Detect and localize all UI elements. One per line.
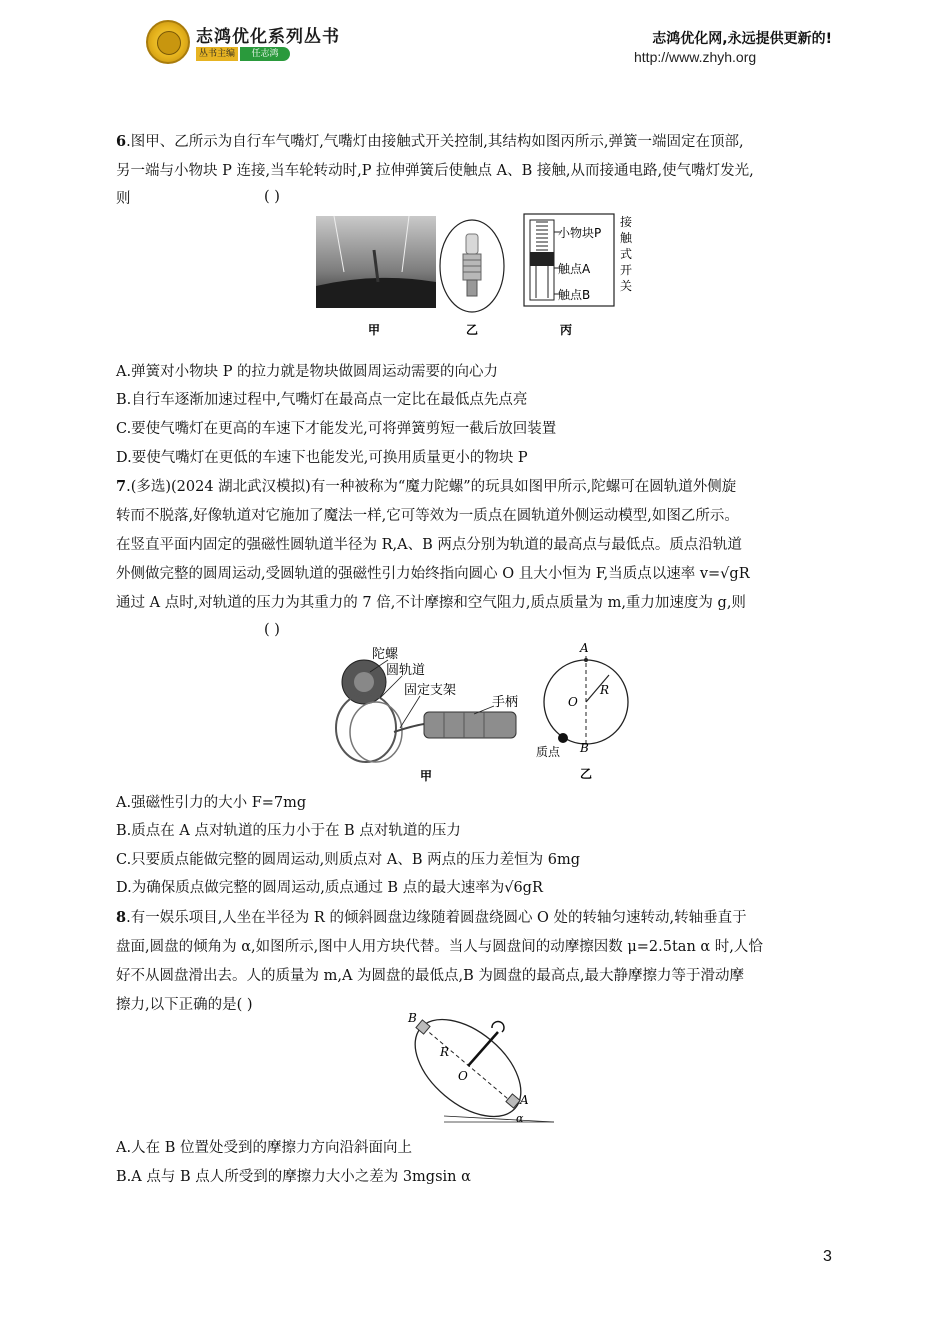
q6-line-3: 则	[116, 191, 131, 207]
svg-text:触: 触	[620, 231, 633, 245]
label-r: R	[440, 1045, 450, 1059]
svg-text:开: 开	[620, 263, 633, 277]
q6-option-a: A.弹簧对小物块 P 的拉力就是物块做圆周运动需要的向心力	[116, 364, 499, 380]
caption-yi: 乙	[466, 323, 479, 337]
label-alpha: α	[516, 1112, 524, 1125]
header-url[interactable]: http://www.zhyh.org	[634, 49, 757, 65]
q7-line-2: 转而不脱落,好像轨道对它施加了魔法一样,它可等效为一质点在圆轨道外侧运动模型,如图乙所示。	[116, 508, 739, 524]
editor-tag	[196, 47, 290, 61]
q7-option-d: D.为确保质点做完整的圆周运动,质点通过 B 点的最大速率为√6gR	[116, 880, 543, 896]
person-block-a	[506, 1094, 520, 1108]
label-gyro: 陀螺	[372, 647, 399, 662]
caption-yi: 乙	[580, 767, 593, 781]
label-r: R	[600, 683, 610, 697]
caption-jia: 甲	[420, 769, 433, 783]
q7-option-c: C.只要质点能做完整的圆周运动,则质点对 A、B 两点的压力差恒为 6mg	[116, 852, 581, 868]
label-bracket: 固定支架	[404, 683, 457, 698]
svg-text:关: 关	[620, 279, 633, 293]
q7-line-5: 通过 A 点时,对轨道的压力为其重力的 7 倍,不计摩擦和空气阻力,质点质量为 m,重力加速度为 g,则	[116, 595, 746, 611]
q6-number: 6	[116, 133, 127, 150]
label-b: B	[408, 1012, 417, 1025]
svg-text:接: 接	[620, 215, 633, 229]
q6-answer-paren: ( )	[264, 189, 280, 205]
label-o: O	[458, 1069, 468, 1083]
q8-option-a: A.人在 B 位置处受到的摩擦力方向沿斜面向上	[116, 1140, 412, 1156]
q7-figure	[324, 640, 634, 790]
q6-option-c: C.要使气嘴灯在更高的车速下才能发光,可将弹簧剪短一截后放回装置	[116, 421, 557, 437]
label-handle: 手柄	[492, 695, 519, 710]
q8-figure	[404, 1012, 554, 1132]
q6-figure	[314, 212, 644, 342]
label-contact-b: 触点B	[558, 288, 591, 302]
caption-jia: 甲	[368, 323, 381, 337]
q7-option-a: A.强磁性引力的大小 F=7mg	[116, 795, 307, 811]
q8-number: 8	[116, 909, 127, 926]
q7-line-4: 外侧做完整的圆周运动,受圆轨道的强磁性引力始终指向圆心 O 且大小恒为 F,当质点以速率 v=√gR	[116, 566, 750, 582]
label-b: B	[580, 741, 589, 755]
label-block-p: 小物块P	[558, 226, 602, 240]
q8-line-3: 好不从圆盘滑出去。人的质量为 m,A 为圆盘的最低点,B 为圆盘的最高点,最大静摩擦力等于滑动摩	[116, 968, 745, 984]
q8-option-b: B.A 点与 B 点人所受到的摩擦力大小之差为 3mgsin α	[116, 1169, 471, 1185]
rotation-axis	[468, 1032, 498, 1066]
q7-line-3: 在竖直平面内固定的强磁性圆轨道半径为 R,A、B 两点分别为轨道的最高点与最低点。质点沿轨道	[116, 537, 742, 553]
mass-point	[558, 733, 568, 743]
caption-bing: 丙	[560, 323, 573, 337]
q6-option-d: D.要使气嘴灯在更低的车速下也能发光,可换用质量更小的物块 P	[116, 450, 528, 466]
label-track: 圆轨道	[386, 663, 426, 678]
q7-line-1: 7.(多选)(2024 湖北武汉模拟)有一种被称为“魔力陀螺”的玩具如图甲所示,陀螺可在圆轨道外侧旋	[116, 478, 737, 495]
label-mass-point: 质点	[536, 745, 561, 759]
series-title: 志鸿优化系列丛书	[196, 27, 340, 47]
q7-option-b: B.质点在 A 点对轨道的压力小于在 B 点对轨道的压力	[116, 823, 461, 839]
q7-number: 7	[116, 478, 127, 495]
svg-text:式: 式	[620, 247, 633, 261]
editor-name: 任志鸿	[240, 47, 290, 61]
handle	[424, 712, 516, 738]
label-contact-a: 触点A	[558, 262, 591, 276]
label-o: O	[568, 695, 578, 709]
editor-label: 丛书主编	[196, 47, 238, 61]
q6-line-1: 6.图甲、乙所示为自行车气嘴灯,气嘴灯由接触式开关控制,其结构如图丙所示,弹簧一端固定在顶部,	[116, 133, 744, 150]
label-a: A	[520, 1093, 529, 1107]
q6-option-b: B.自行车逐渐加速过程中,气嘴灯在最高点一定比在最低点先点亮	[116, 392, 528, 408]
q6-line-2: 另一端与小物块 P 连接,当车轮转动时,P 拉伸弹簧后使触点 A、B 接触,从而接通电路,使气嘴灯发光,	[116, 163, 754, 179]
header-slogan: 志鸿优化网,永远提供更新的!	[652, 31, 832, 47]
q8-line-4: 擦力,以下正确的是( )	[116, 997, 253, 1013]
page-number: 3	[823, 1248, 832, 1265]
q7-answer-paren: ( )	[264, 622, 280, 638]
series-logo	[146, 20, 190, 64]
q8-line-2: 盘面,圆盘的倾角为 α,如图所示,图中人用方块代替。当人与圆盘间的动摩擦因数 μ=2.5tan α 时,人恰	[116, 939, 763, 955]
label-a: A	[580, 641, 589, 655]
q8-line-1: 8.有一娱乐项目,人坐在半径为 R 的倾斜圆盘边缘随着圆盘绕圆心 O 处的转轴匀速转动,转轴垂直于	[116, 909, 747, 926]
